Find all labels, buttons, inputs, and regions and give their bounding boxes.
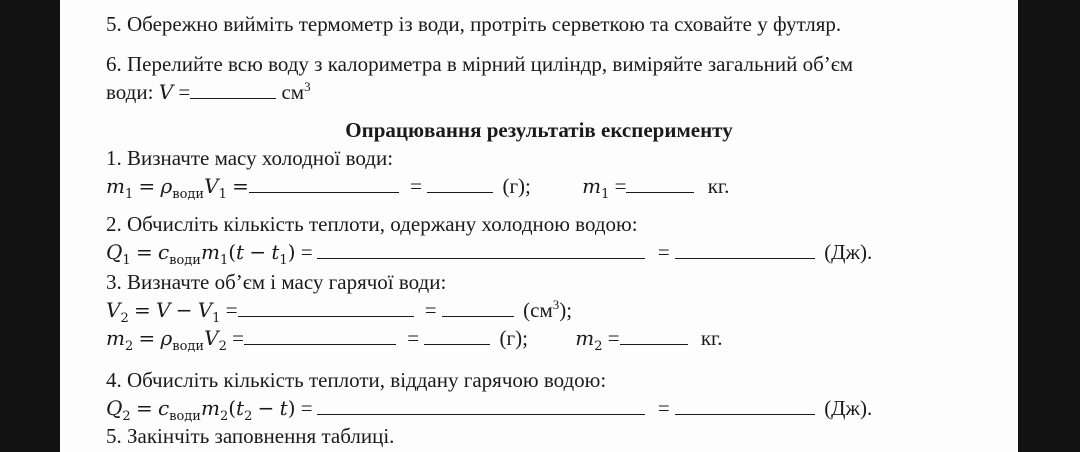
formula-3b: $m_2 = \rho_{води}V_2$ = = (г); $m_2$ = кг. — [106, 326, 723, 355]
formula-3b-blank-c[interactable] — [620, 326, 688, 345]
formula-1-blank-c[interactable] — [626, 174, 694, 193]
volume-blank[interactable] — [190, 80, 276, 99]
formula-3b-blank-a[interactable] — [244, 326, 396, 345]
formula-3a-blank-b[interactable] — [442, 298, 514, 317]
step-6-text-line1: 6. Перелийте всю воду з калориметра в мірний циліндр, виміряйте загальний об’єм — [106, 52, 854, 76]
formula-2: $Q_1 = c_{води}m_1(t - t_1)$ = = (Дж). — [106, 240, 873, 269]
formula-1-blank-a[interactable] — [249, 174, 399, 193]
result-5-text: 5. Закінчіть заповнення таблиці. — [106, 424, 395, 448]
formula-4-blank-b[interactable] — [675, 396, 815, 415]
formula-2-blank-b[interactable] — [675, 240, 815, 259]
result-4-text: 4. Обчисліть кількість теплоти, віддану гарячою водою: — [106, 368, 607, 392]
formula-1: $m_1 = \rho_{води}V_1$ = = (г); $m_1$ = кг. — [106, 174, 730, 203]
formula-3a: $V_2 = V - V_1$ = = $(см^3)$; — [106, 297, 573, 327]
step-6-text-line2: води: $V = см^3$ — [106, 79, 311, 104]
section-heading: Опрацювання результатів експерименту — [345, 118, 733, 142]
result-1-text: 1. Визначте масу холодної води: — [106, 146, 394, 170]
document-page — [60, 0, 1018, 452]
result-2-text: 2. Обчисліть кількість теплоти, одержану холодною водою: — [106, 212, 638, 236]
result-3-text: 3. Визначте об’єм і масу гарячої води: — [106, 270, 447, 294]
formula-2-blank-a[interactable] — [317, 240, 645, 259]
step-5-text: 5. Обережно вийміть термометр із води, протріть серветкою та сховайте у футляр. — [106, 12, 842, 36]
formula-4: $Q_2 = c_{води}m_2(t_2 - t)$ = = (Дж). — [106, 396, 873, 425]
formula-1-blank-b[interactable] — [427, 174, 493, 193]
formula-4-blank-a[interactable] — [317, 396, 645, 415]
formula-3b-blank-b[interactable] — [424, 326, 490, 345]
formula-3a-blank-a[interactable] — [238, 298, 414, 317]
